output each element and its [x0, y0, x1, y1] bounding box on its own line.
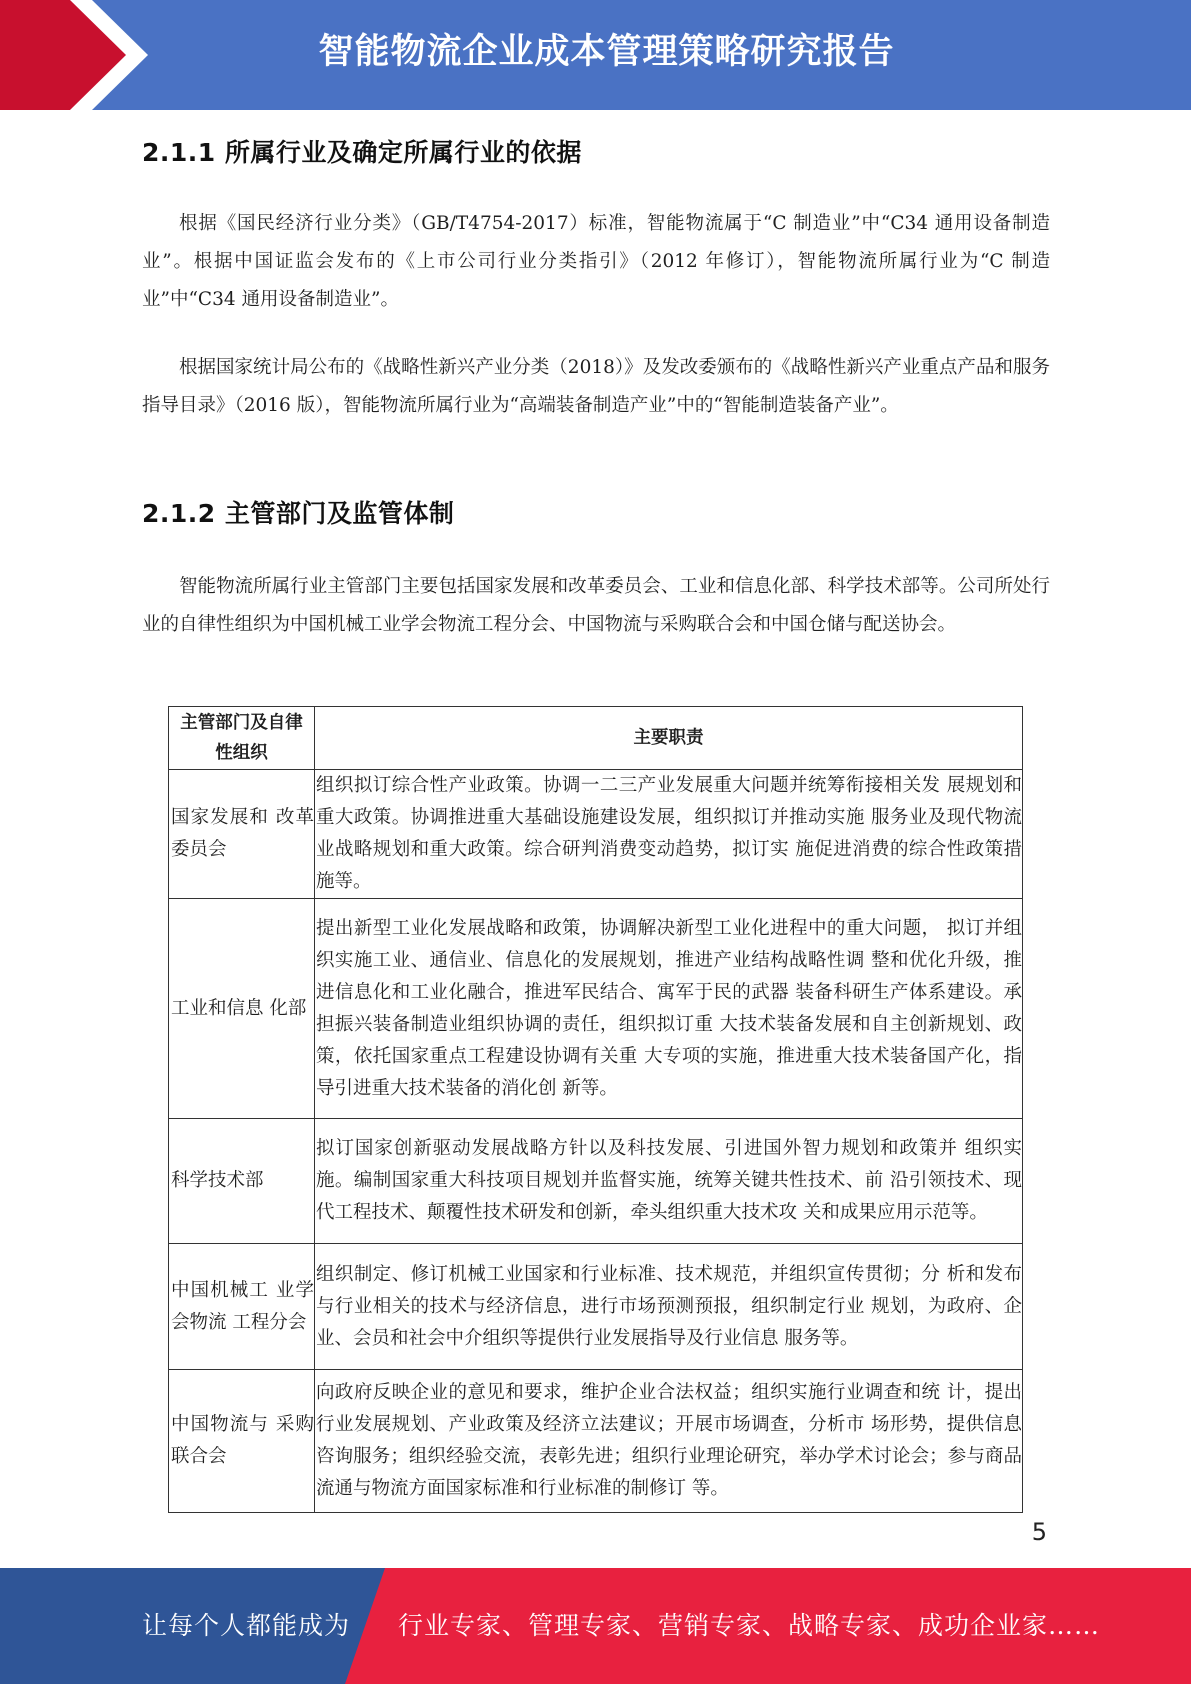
paragraph-regulators: 智能物流所属行业主管部门主要包括国家发展和改革委员会、工业和信息化部、科学技术部等。公司所处行业的自律性组织为中国机械工业学会物流工程分会、中国物流与采购联合会和中国仓储与配送协会。	[142, 576, 1050, 635]
section-heading-2-1-2: 2.1.2 主管部门及监管体制	[142, 499, 455, 528]
duty-cell: 组织制定、修订机械工业国家和行业标准、技术规范，并组织宣传贯彻；分 析和发布与行业相关的技术与经济信息，进行市场预测预报，组织制定行业 规划，为政府、企业、会员和社会中介组织等提供行业发展指导及行业信息 服务等。	[315, 1244, 1023, 1370]
page-number: 5	[1031, 1518, 1047, 1546]
org-cell: 科学技术部	[169, 1119, 315, 1244]
org-cell: 工业和信息 化部	[169, 899, 315, 1119]
column-header-duty: 主要职责	[315, 707, 1023, 770]
table-row	[169, 770, 1023, 899]
duty-cell: 组织拟订综合性产业政策。协调一二三产业发展重大问题并统筹衔接相关发 展规划和重大政策。协调推进重大基础设施建设发展，组织拟订并推动实施 服务业及现代物流业战略规划和重大政策。综合研判消费变动趋势，拟订实 施促进消费的综合性政策措施等。	[315, 770, 1023, 899]
column-header-org: 主管部门及自律性组织	[169, 707, 315, 770]
paragraph-industry-classification: 根据《国民经济行业分类》（GB/T4754-2017）标准，智能物流属于“C 制造业”中“C34 通用设备制造业”。根据中国证监会发布的《上市公司行业分类指引》（2012 年修订），智能物流所属行业为“C 制造业”中“C34 通用设备制造业”。	[142, 213, 1050, 310]
paragraph-strategic-industry: 根据国家统计局公布的《战略性新兴产业分类（2018）》及发改委颁布的《战略性新兴产业重点产品和服务指导目录》（2016 版），智能物流所属行业为“高端装备制造产业”中的“智能制造装备产业”。	[142, 357, 1050, 416]
duty-cell: 提出新型工业化发展战略和政策，协调解决新型工业化进程中的重大问题， 拟订并组织实施工业、通信业、信息化的发展规划，推进产业结构战略性调 整和优化升级，推进信息化和工业化融合，推进军民结合、寓军于民的武器 装备科研生产体系建设。承担振兴装备制造业组织协调的责任，组织拟订重 大技术装备发展和自主创新规划、政策，依托国家重点工程建设协调有关重 大专项的实施，推进重大技术装备国产化，指导引进重大技术装备的消化创 新等。	[315, 899, 1023, 1119]
duty-cell: 拟订国家创新驱动发展战略方针以及科技发展、引进国外智力规划和政策并 组织实施。编制国家重大科技项目规划并监督实施，统筹关键共性技术、前 沿引领技术、现代工程技术、颠覆性技术研发和创新，牵头组织重大技术攻 关和成果应用示范等。	[315, 1119, 1023, 1244]
footer-slogan-left: 让每个人都能成为	[142, 1611, 351, 1640]
org-cell: 中国物流与 采购联合会	[169, 1370, 315, 1513]
table-row	[169, 1244, 1023, 1370]
table-row	[169, 899, 1023, 1119]
table-header-row	[169, 707, 1023, 770]
duty-cell: 向政府反映企业的意见和要求，维护企业合法权益；组织实施行业调查和统 计，提出行业发展规划、产业政策及经济立法建议；开展市场调查，分析市 场形势，提供信息咨询服务；组织经验交流，表彰先进；组织行业理论研究，举办学术讨论会；参与商品流通与物流方面国家标准和行业标准的制修订 等。	[315, 1370, 1023, 1513]
footer-slogan-right: 行业专家、管理专家、营销专家、战略专家、成功企业家……	[398, 1611, 1101, 1640]
table-row	[169, 1370, 1023, 1513]
regulator-duties-table	[168, 706, 1023, 1513]
table-row	[169, 1119, 1023, 1244]
report-title: 智能物流企业成本管理策略研究报告	[318, 32, 895, 72]
page-header	[0, 0, 1191, 110]
section-heading-2-1-1: 2.1.1 所属行业及确定所属行业的依据	[142, 138, 582, 167]
org-cell: 中国机械工 业学会物流 工程分会	[169, 1244, 315, 1370]
org-cell: 国家发展和 改革委员会	[169, 770, 315, 899]
